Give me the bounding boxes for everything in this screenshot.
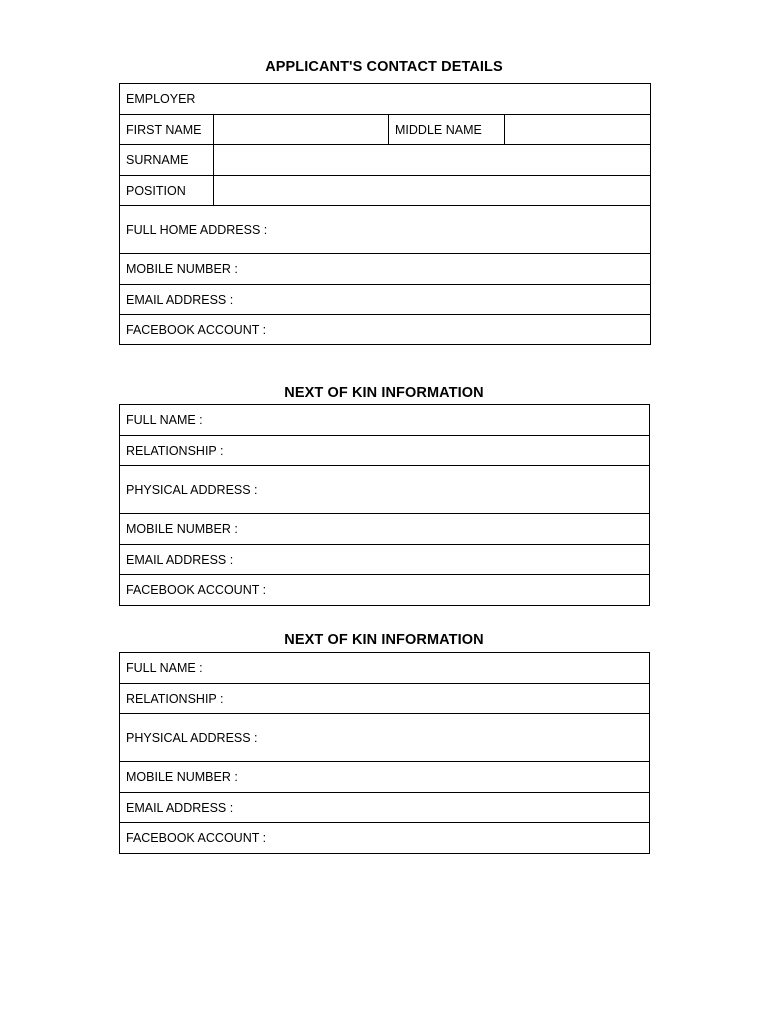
kin2-mobile-field[interactable] bbox=[120, 762, 650, 793]
employer-field[interactable] bbox=[120, 84, 651, 115]
home-address-field[interactable] bbox=[120, 206, 651, 254]
applicant-email-field[interactable] bbox=[120, 285, 651, 315]
home-address-label: FULL HOME ADDRESS : bbox=[126, 222, 268, 237]
kin2-physical-address-field[interactable] bbox=[120, 714, 650, 762]
applicant-email-row bbox=[120, 285, 651, 315]
kin1-facebook-field[interactable] bbox=[120, 575, 650, 606]
surname-row bbox=[120, 145, 651, 176]
kin2-facebook-field[interactable] bbox=[120, 823, 650, 854]
applicant-facebook-field[interactable] bbox=[120, 315, 651, 345]
applicant-mobile-label: MOBILE NUMBER : bbox=[126, 262, 238, 276]
applicant-facebook-row bbox=[120, 315, 651, 345]
applicant-facebook-label: FACEBOOK ACCOUNT : bbox=[126, 322, 267, 337]
first-name-label: FIRST NAME bbox=[120, 115, 214, 145]
kin1-physical-address-label: PHYSICAL ADDRESS : bbox=[126, 482, 258, 497]
surname-field[interactable] bbox=[214, 145, 651, 176]
kin2-facebook-label: FACEBOOK ACCOUNT : bbox=[126, 831, 267, 845]
applicant-email-label: EMAIL ADDRESS : bbox=[126, 292, 234, 307]
kin1-mobile-field[interactable] bbox=[120, 514, 650, 545]
kin1-relationship-label: RELATIONSHIP : bbox=[126, 443, 224, 458]
home-address-row bbox=[120, 206, 651, 254]
table-row bbox=[120, 466, 650, 514]
middle-name-label: MIDDLE NAME bbox=[389, 115, 505, 145]
middle-name-field[interactable] bbox=[505, 115, 651, 145]
kin1-relationship-field[interactable] bbox=[120, 436, 650, 466]
kin2-relationship-label: RELATIONSHIP : bbox=[126, 691, 224, 706]
table-row bbox=[120, 823, 650, 854]
kin1-physical-address-field[interactable] bbox=[120, 466, 650, 514]
kin2-email-label: EMAIL ADDRESS : bbox=[126, 800, 234, 815]
kin1-facebook-label: FACEBOOK ACCOUNT : bbox=[126, 583, 267, 597]
first-name-field[interactable] bbox=[214, 115, 389, 145]
table-row bbox=[120, 545, 650, 575]
table-row bbox=[120, 762, 650, 793]
kin1-email-field[interactable] bbox=[120, 545, 650, 575]
employer-row bbox=[120, 84, 651, 115]
table-row bbox=[120, 575, 650, 606]
table-row bbox=[120, 405, 650, 436]
position-label: POSITION bbox=[120, 176, 214, 206]
next-of-kin-1-table bbox=[119, 404, 650, 606]
applicant-contact-table bbox=[119, 83, 651, 345]
kin1-email-label: EMAIL ADDRESS : bbox=[126, 552, 234, 567]
table-row bbox=[120, 514, 650, 545]
kin2-physical-address-label: PHYSICAL ADDRESS : bbox=[126, 730, 258, 745]
applicant-section-title: APPLICANT'S CONTACT DETAILS bbox=[265, 59, 503, 75]
kin1-full-name-label: FULL NAME : bbox=[126, 413, 203, 427]
applicant-mobile-row bbox=[120, 254, 651, 285]
employer-label: EMPLOYER bbox=[126, 92, 196, 106]
kin2-email-field[interactable] bbox=[120, 793, 650, 823]
next-of-kin-2-title: NEXT OF KIN INFORMATION bbox=[284, 632, 484, 648]
next-of-kin-1-title: NEXT OF KIN INFORMATION bbox=[284, 385, 484, 401]
kin2-relationship-field[interactable] bbox=[120, 684, 650, 714]
table-row bbox=[120, 653, 650, 684]
table-row bbox=[120, 793, 650, 823]
table-row bbox=[120, 684, 650, 714]
table-row bbox=[120, 714, 650, 762]
first-name-row bbox=[120, 115, 651, 145]
kin2-full-name-field[interactable] bbox=[120, 653, 650, 684]
position-row bbox=[120, 176, 651, 206]
position-field[interactable] bbox=[214, 176, 651, 206]
next-of-kin-2-table bbox=[119, 652, 650, 854]
kin1-full-name-field[interactable] bbox=[120, 405, 650, 436]
surname-label: SURNAME bbox=[120, 145, 214, 176]
table-row bbox=[120, 436, 650, 466]
kin1-mobile-label: MOBILE NUMBER : bbox=[126, 522, 238, 536]
applicant-mobile-field[interactable] bbox=[120, 254, 651, 285]
kin2-mobile-label: MOBILE NUMBER : bbox=[126, 770, 238, 784]
kin2-full-name-label: FULL NAME : bbox=[126, 661, 203, 675]
